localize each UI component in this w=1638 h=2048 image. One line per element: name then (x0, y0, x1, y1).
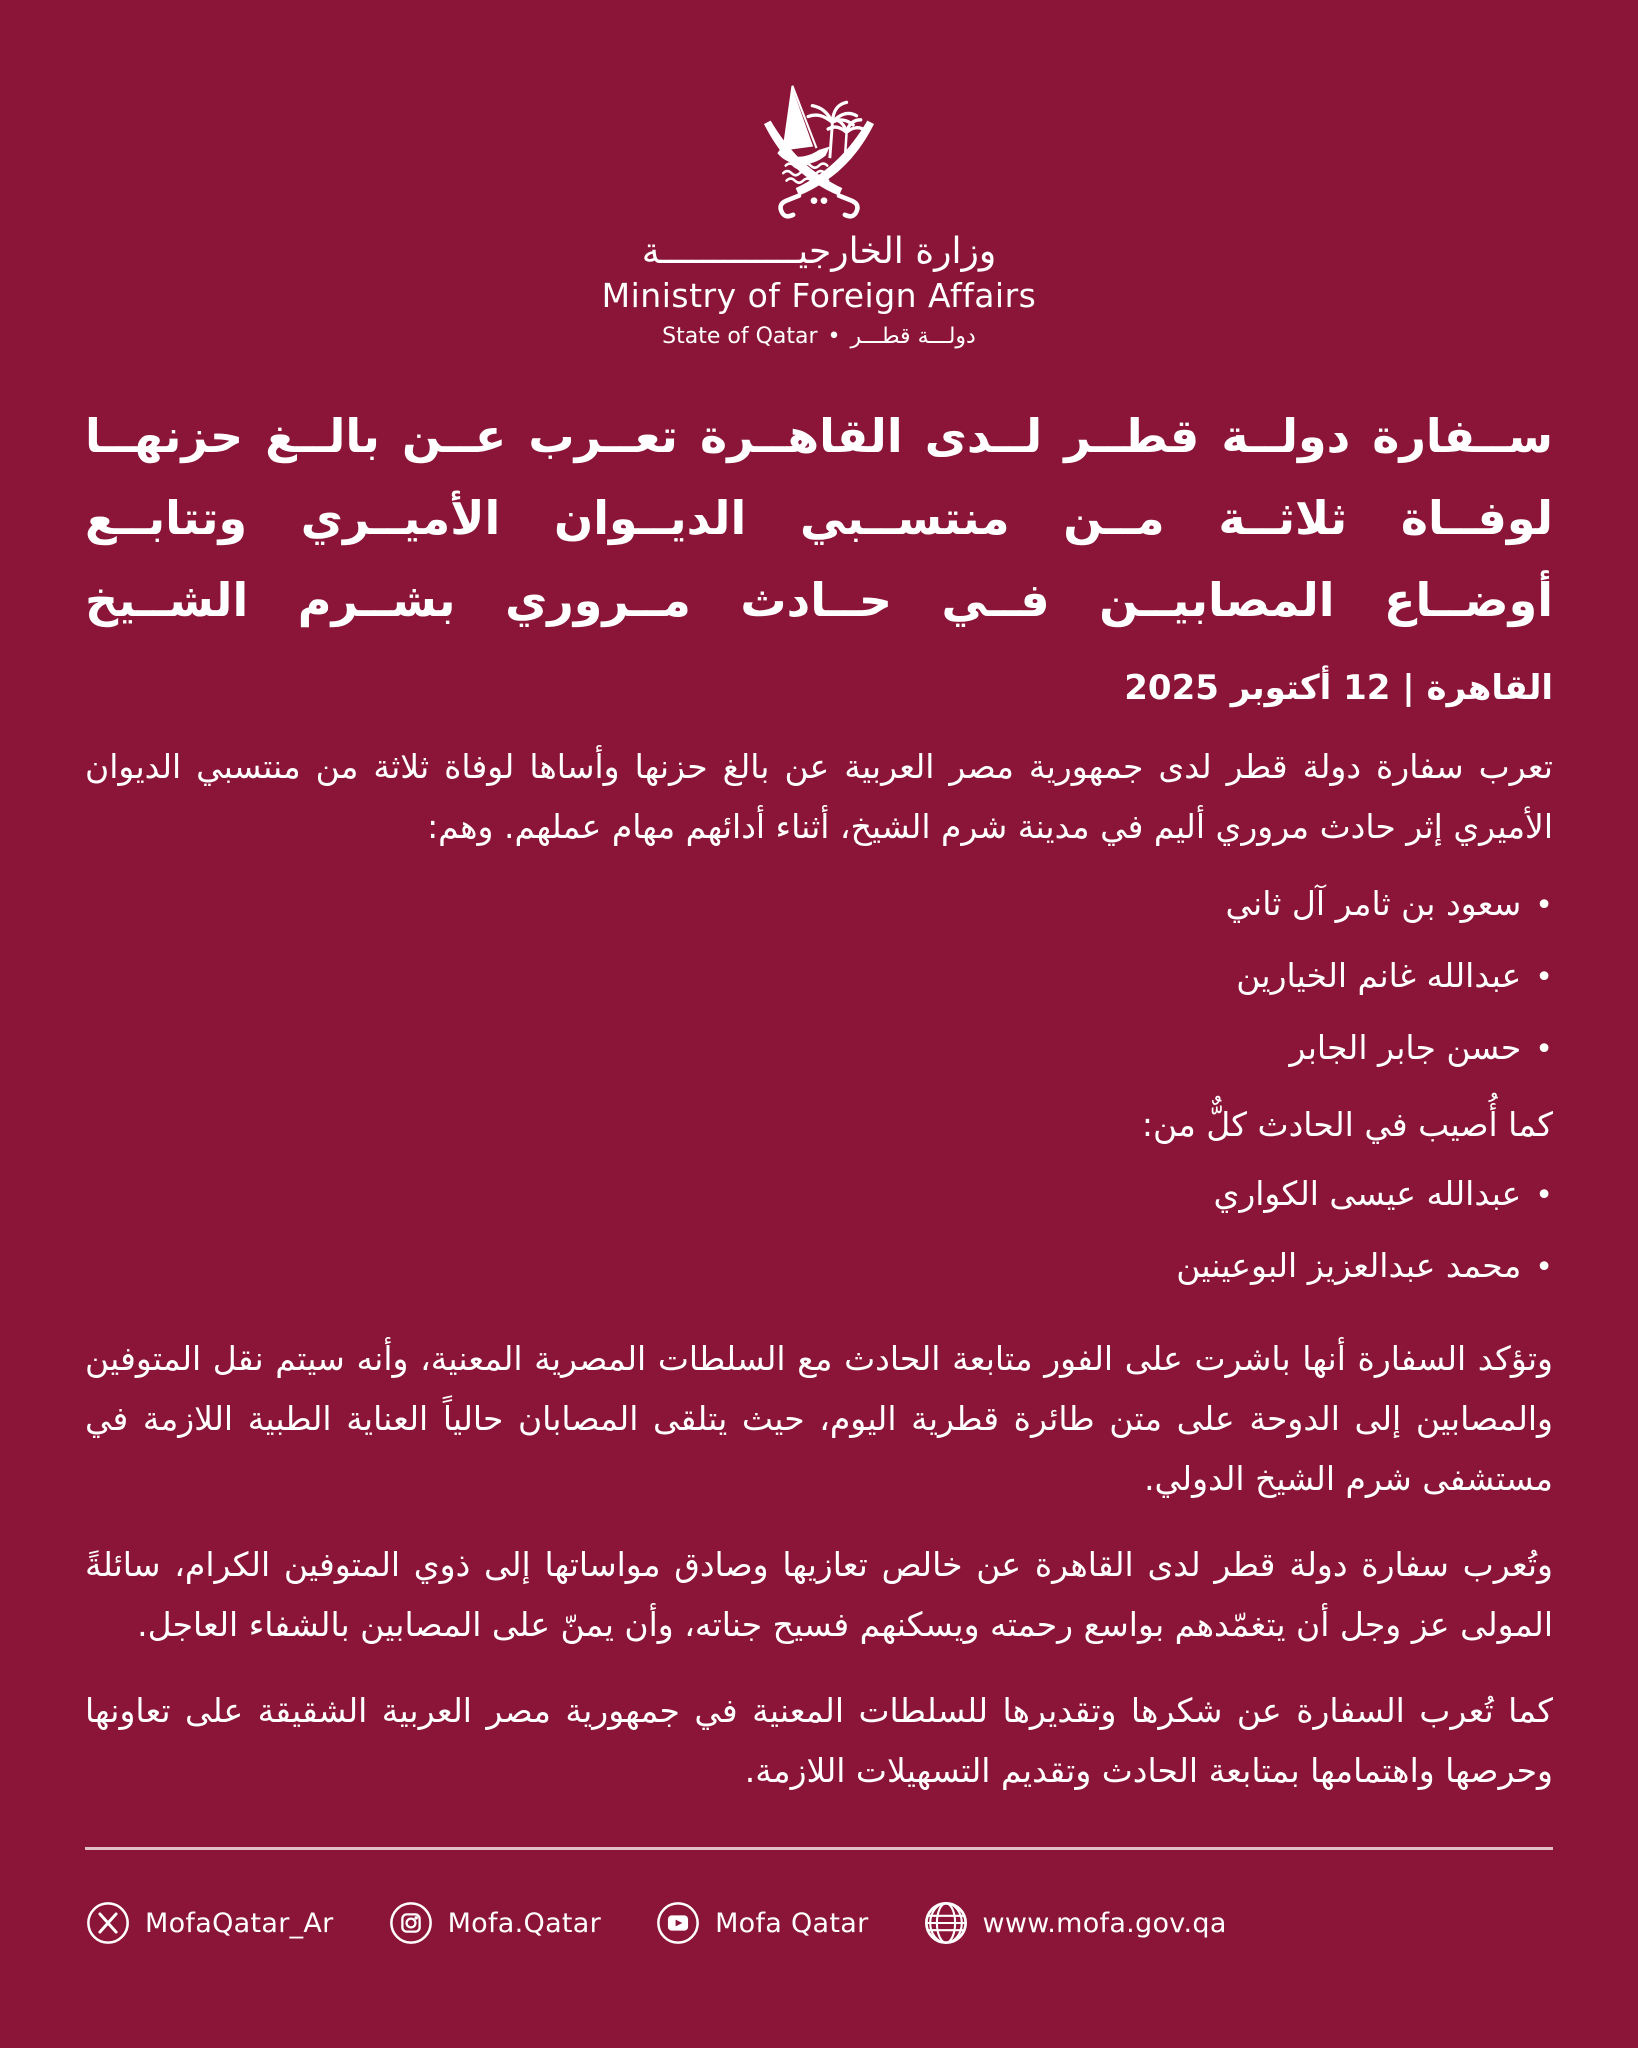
ministry-name-english: Ministry of Foreign Affairs (601, 276, 1037, 315)
qatar-emblem-icon (744, 74, 894, 224)
dateline: القاهرة | 12 أكتوبر 2025 (1124, 668, 1553, 708)
ministry-name-arabic: وزارة الخارجيـــــــــــــة (641, 231, 997, 272)
separator-dot: • (827, 324, 841, 349)
paragraph-condolences: وتُعرب سفارة دولة قطر لدى القاهرة عن خالص تعازيها وصادق مواساتها إلى ذوي المتوفين الكرام، سائلةً المولى عز وجل أن يتغمّدهم بواسع رحمته ويسكنهم فسيح جناته، وأن يمنّ على المصابين بالشفاء العاجل. (85, 1545, 1553, 1644)
bullet-icon: • (1535, 888, 1553, 923)
deceased-names-list (85, 869, 1553, 1085)
injured-name: محمد عبدالعزيز البوعينين (1176, 1246, 1522, 1285)
social-link-youtube[interactable] (655, 1900, 868, 1946)
press-release-headline (85, 395, 1553, 641)
state-of-qatar-line (662, 324, 976, 349)
headline-line-3: أوضــاع المصابيــن فــي حــادث مــروري بشــرم الشــيخ (85, 573, 1553, 627)
list-item (85, 1159, 1553, 1231)
headline-line-2: لوفــاة ثلاثــة مــن منتســبي الديــوان الأميــري وتتابــع (85, 491, 1553, 545)
list-item (85, 941, 1553, 1013)
mofa-header (0, 0, 1638, 349)
paragraph-intro: تعرب سفارة دولة قطر لدى جمهورية مصر العربية عن بالغ حزنها وأساها لوفاة ثلاثة من منتسبي الديوان الأميري إثر حادث مروري أليم في مدينة شرم الشيخ، أثناء أدائهم مهام عملهم. وهم: (85, 747, 1553, 846)
injured-names-list (85, 1159, 1553, 1303)
bullet-icon: • (1535, 1032, 1553, 1067)
headline-line-1: ســفارة دولــة قطــر لــدى القاهــرة تعــرب عــن بالــغ حزنهــا (85, 409, 1553, 463)
instagram-icon (388, 1900, 434, 1946)
deceased-name: عبدالله غانم الخيارين (1236, 956, 1522, 995)
bullet-icon: • (1535, 1250, 1553, 1285)
x-twitter-icon (85, 1900, 131, 1946)
deceased-name: سعود بن ثامر آل ثاني (1225, 884, 1522, 923)
social-link-website[interactable] (923, 1900, 1227, 1946)
state-of-qatar-arabic: دولـــة قطـــر (850, 324, 976, 349)
social-handle: Mofa.Qatar (447, 1907, 602, 1939)
youtube-icon (655, 1900, 701, 1946)
social-link-instagram[interactable] (388, 1900, 601, 1946)
injured-intro: كما أُصيب في الحادث كلٌّ من: (1141, 1105, 1553, 1144)
state-of-qatar-english: State of Qatar (662, 324, 818, 349)
social-links-bar (85, 1900, 1553, 1946)
paragraph-gratitude: كما تُعرب السفارة عن شكرها وتقديرها للسلطات المعنية في جمهورية مصر العربية الشقيقة على تعاونها وحرصها واهتمامها بمتابعة الحادث وتقديم التسهيلات اللازمة. (85, 1691, 1553, 1790)
list-item (85, 1231, 1553, 1303)
website-url: www.mofa.gov.qa (982, 1907, 1227, 1939)
paragraph-follow-up: وتؤكد السفارة أنها باشرت على الفور متابعة الحادث مع السلطات المصرية المعنية، وأنه سيتم نقل المتوفين والمصابين إلى الدوحة على متن طائرة قطرية اليوم، حيث يتلقى المصابان حالياً العناية الطبية اللازمة في مستشفى شرم الشيخ الدولي. (85, 1339, 1553, 1498)
list-item (85, 1013, 1553, 1085)
social-link-x-twitter[interactable] (85, 1900, 334, 1946)
list-item (85, 869, 1553, 941)
social-handle: Mofa Qatar (715, 1907, 869, 1939)
footer-divider (85, 1847, 1553, 1850)
bullet-icon: • (1535, 1178, 1553, 1213)
social-handle: MofaQatar_Ar (145, 1907, 334, 1939)
injured-name: عبدالله عيسى الكواري (1213, 1174, 1522, 1213)
bullet-icon: • (1535, 960, 1553, 995)
globe-icon (923, 1900, 969, 1946)
deceased-name: حسن جابر الجابر (1289, 1028, 1522, 1067)
